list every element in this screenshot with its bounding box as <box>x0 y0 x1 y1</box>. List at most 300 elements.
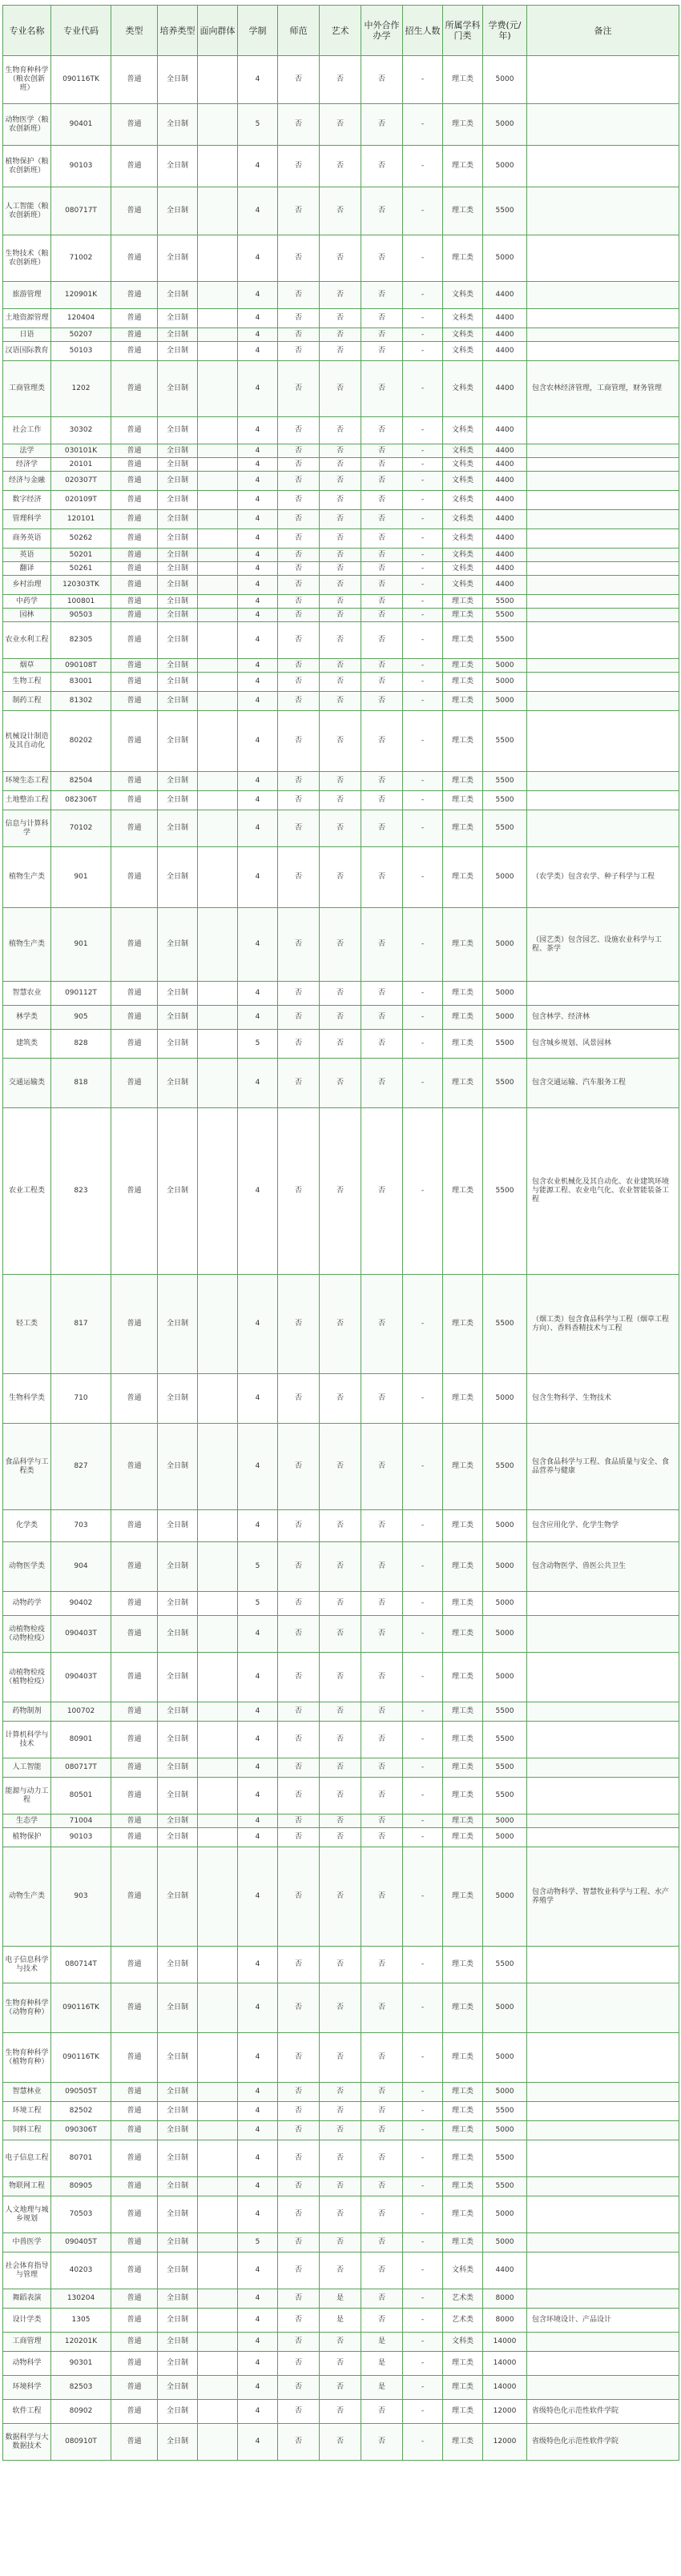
cell-art: 否 <box>320 1510 361 1542</box>
admission-table-container <box>2 5 679 2461</box>
cell-major-name: 电子信息工程 <box>3 2140 51 2177</box>
cell-training-type: 全日制 <box>158 1592 198 1616</box>
cell-type: 普通 <box>111 1778 158 1814</box>
cell-remarks: 包含生物科学、生物技术 <box>527 1374 679 1424</box>
cell-art: 否 <box>320 1275 361 1374</box>
cell-discipline: 理工类 <box>443 2083 483 2102</box>
cell-enrollment: - <box>403 472 443 491</box>
cell-target-group <box>198 444 238 458</box>
cell-art: 否 <box>320 1616 361 1653</box>
cell-major-name: 食品科学与工程类 <box>3 1424 51 1510</box>
cell-art: 否 <box>320 510 361 529</box>
cell-normal: 否 <box>278 2309 320 2333</box>
cell-major-code: 100702 <box>51 1702 111 1722</box>
cell-remarks <box>527 2376 679 2400</box>
cell-tuition: 14000 <box>483 2352 527 2376</box>
cell-remarks <box>527 1722 679 1758</box>
cell-training-type: 全日制 <box>158 1653 198 1702</box>
cell-remarks <box>527 187 679 235</box>
cell-art: 否 <box>320 2233 361 2252</box>
cell-duration: 4 <box>238 444 278 458</box>
cell-major-code: 81302 <box>51 692 111 711</box>
cell-enrollment: - <box>403 1059 443 1108</box>
cell-target-group <box>198 2140 238 2177</box>
cell-duration: 4 <box>238 562 278 576</box>
cell-major-code: 817 <box>51 1275 111 1374</box>
cell-type: 普通 <box>111 417 158 444</box>
cell-discipline: 文科类 <box>443 328 483 342</box>
cell-sino-foreign: 否 <box>361 908 403 982</box>
cell-enrollment: - <box>403 576 443 595</box>
cell-art: 否 <box>320 417 361 444</box>
cell-enrollment: - <box>403 342 443 361</box>
cell-enrollment: - <box>403 549 443 562</box>
cell-major-code: 080714T <box>51 1947 111 1983</box>
table-row <box>3 772 679 791</box>
cell-type: 普通 <box>111 2424 158 2461</box>
table-row <box>3 444 679 458</box>
cell-normal: 否 <box>278 1702 320 1722</box>
cell-tuition: 5000 <box>483 908 527 982</box>
cell-target-group <box>198 104 238 146</box>
cell-training-type: 全日制 <box>158 1702 198 1722</box>
table-row <box>3 1616 679 1653</box>
cell-major-code: 82502 <box>51 2102 111 2121</box>
cell-type: 普通 <box>111 187 158 235</box>
cell-discipline: 理工类 <box>443 1722 483 1758</box>
cell-type: 普通 <box>111 1059 158 1108</box>
cell-training-type: 全日制 <box>158 1374 198 1424</box>
cell-tuition: 4400 <box>483 342 527 361</box>
cell-duration: 5 <box>238 104 278 146</box>
cell-major-name: 法学 <box>3 444 51 458</box>
cell-art: 否 <box>320 622 361 659</box>
cell-target-group <box>198 711 238 772</box>
header-art: 艺术 <box>320 6 361 56</box>
cell-major-name: 轻工类 <box>3 1275 51 1374</box>
table-row <box>3 1828 679 1847</box>
cell-target-group <box>198 510 238 529</box>
cell-normal: 否 <box>278 417 320 444</box>
cell-major-code: 901 <box>51 847 111 908</box>
cell-major-code: 080717T <box>51 187 111 235</box>
cell-normal: 否 <box>278 1814 320 1828</box>
cell-major-code: 090405T <box>51 2233 111 2252</box>
cell-enrollment: - <box>403 562 443 576</box>
cell-tuition: 4400 <box>483 491 527 510</box>
cell-sino-foreign: 否 <box>361 1828 403 1847</box>
cell-major-name: 数据科学与大数据技术 <box>3 2424 51 2461</box>
table-row <box>3 847 679 908</box>
cell-discipline: 艺术类 <box>443 2289 483 2309</box>
cell-enrollment: - <box>403 1847 443 1947</box>
cell-duration: 4 <box>238 309 278 328</box>
cell-discipline: 理工类 <box>443 1006 483 1030</box>
cell-art: 否 <box>320 908 361 982</box>
table-row <box>3 1424 679 1510</box>
cell-discipline: 理工类 <box>443 2102 483 2121</box>
table-row <box>3 1814 679 1828</box>
cell-art: 否 <box>320 711 361 772</box>
cell-training-type: 全日制 <box>158 361 198 417</box>
table-row <box>3 982 679 1006</box>
table-row <box>3 673 679 692</box>
cell-tuition: 5000 <box>483 1510 527 1542</box>
cell-enrollment: - <box>403 622 443 659</box>
cell-training-type: 全日制 <box>158 908 198 982</box>
cell-duration: 4 <box>238 2424 278 2461</box>
cell-remarks <box>527 2289 679 2309</box>
cell-discipline: 理工类 <box>443 2352 483 2376</box>
cell-duration: 4 <box>238 810 278 847</box>
cell-tuition: 5500 <box>483 1108 527 1275</box>
cell-tuition: 5000 <box>483 1616 527 1653</box>
cell-discipline: 理工类 <box>443 595 483 609</box>
cell-major-code: 818 <box>51 1059 111 1108</box>
cell-major-code: 710 <box>51 1374 111 1424</box>
cell-sino-foreign: 否 <box>361 342 403 361</box>
cell-normal: 否 <box>278 472 320 491</box>
cell-type: 普通 <box>111 1108 158 1275</box>
cell-sino-foreign: 否 <box>361 2102 403 2121</box>
cell-major-code: 90503 <box>51 609 111 622</box>
cell-tuition: 5500 <box>483 2140 527 2177</box>
cell-tuition: 5000 <box>483 1542 527 1592</box>
cell-sino-foreign: 否 <box>361 2121 403 2140</box>
cell-duration: 4 <box>238 1758 278 1778</box>
table-row <box>3 1592 679 1616</box>
table-row <box>3 309 679 328</box>
cell-enrollment: - <box>403 2196 443 2233</box>
cell-type: 普通 <box>111 2333 158 2352</box>
table-row <box>3 1653 679 1702</box>
cell-discipline: 文科类 <box>443 576 483 595</box>
cell-type: 普通 <box>111 1424 158 1510</box>
header-target-group: 面向群体 <box>198 6 238 56</box>
cell-major-name: 环境科学 <box>3 2376 51 2400</box>
cell-remarks <box>527 2333 679 2352</box>
cell-type: 普通 <box>111 982 158 1006</box>
cell-major-code: 905 <box>51 1006 111 1030</box>
cell-art: 否 <box>320 2352 361 2376</box>
cell-training-type: 全日制 <box>158 342 198 361</box>
cell-art: 否 <box>320 2376 361 2400</box>
cell-remarks <box>527 1947 679 1983</box>
cell-tuition: 4400 <box>483 2252 527 2289</box>
cell-major-code: 823 <box>51 1108 111 1275</box>
cell-enrollment: - <box>403 1510 443 1542</box>
cell-major-name: 土地资源管理 <box>3 309 51 328</box>
cell-remarks <box>527 2352 679 2376</box>
table-row <box>3 659 679 673</box>
cell-target-group <box>198 1947 238 1983</box>
cell-enrollment: - <box>403 2233 443 2252</box>
cell-target-group <box>198 692 238 711</box>
cell-sino-foreign: 否 <box>361 491 403 510</box>
cell-type: 普通 <box>111 2252 158 2289</box>
cell-major-name: 饲料工程 <box>3 2121 51 2140</box>
table-row <box>3 1983 679 2033</box>
cell-major-name: 植物保护（粮农创新班） <box>3 146 51 187</box>
cell-duration: 4 <box>238 1616 278 1653</box>
cell-remarks <box>527 510 679 529</box>
cell-normal: 否 <box>278 2424 320 2461</box>
cell-remarks <box>527 104 679 146</box>
cell-sino-foreign: 是 <box>361 2376 403 2400</box>
cell-major-name: 物联网工程 <box>3 2177 51 2196</box>
cell-duration: 5 <box>238 1542 278 1592</box>
cell-target-group <box>198 2376 238 2400</box>
table-row <box>3 609 679 622</box>
cell-tuition: 4400 <box>483 458 527 472</box>
cell-target-group <box>198 549 238 562</box>
cell-discipline: 文科类 <box>443 529 483 549</box>
cell-art: 否 <box>320 692 361 711</box>
cell-target-group <box>198 1616 238 1653</box>
table-row <box>3 529 679 549</box>
cell-sino-foreign: 是 <box>361 2333 403 2352</box>
cell-normal: 否 <box>278 711 320 772</box>
cell-discipline: 理工类 <box>443 1510 483 1542</box>
cell-sino-foreign: 否 <box>361 692 403 711</box>
cell-type: 普通 <box>111 342 158 361</box>
cell-target-group <box>198 1510 238 1542</box>
header-normal: 师范 <box>278 6 320 56</box>
cell-remarks <box>527 2177 679 2196</box>
cell-major-name: 日语 <box>3 328 51 342</box>
cell-remarks <box>527 692 679 711</box>
cell-sino-foreign: 否 <box>361 2083 403 2102</box>
cell-target-group <box>198 491 238 510</box>
cell-training-type: 全日制 <box>158 659 198 673</box>
cell-sino-foreign: 否 <box>361 328 403 342</box>
cell-remarks: 包含城乡规划、风景园林 <box>527 1030 679 1059</box>
cell-normal: 否 <box>278 1947 320 1983</box>
cell-duration: 4 <box>238 328 278 342</box>
cell-training-type: 全日制 <box>158 2376 198 2400</box>
cell-major-name: 建筑类 <box>3 1030 51 1059</box>
table-row <box>3 1778 679 1814</box>
cell-art: 否 <box>320 458 361 472</box>
cell-target-group <box>198 562 238 576</box>
cell-target-group <box>198 772 238 791</box>
cell-type: 普通 <box>111 609 158 622</box>
cell-tuition: 5000 <box>483 1828 527 1847</box>
cell-training-type: 全日制 <box>158 328 198 342</box>
cell-target-group <box>198 1374 238 1424</box>
cell-normal: 否 <box>278 1592 320 1616</box>
table-row <box>3 1059 679 1108</box>
cell-art: 否 <box>320 342 361 361</box>
header-type: 类型 <box>111 6 158 56</box>
table-row <box>3 104 679 146</box>
cell-remarks <box>527 529 679 549</box>
cell-training-type: 全日制 <box>158 847 198 908</box>
cell-tuition: 5500 <box>483 791 527 810</box>
cell-enrollment: - <box>403 282 443 309</box>
cell-discipline: 理工类 <box>443 2177 483 2196</box>
cell-duration: 4 <box>238 1510 278 1542</box>
cell-duration: 4 <box>238 2083 278 2102</box>
cell-major-name: 设计学类 <box>3 2309 51 2333</box>
cell-training-type: 全日制 <box>158 282 198 309</box>
cell-major-code: 71004 <box>51 1814 111 1828</box>
cell-tuition: 5500 <box>483 622 527 659</box>
cell-sino-foreign: 否 <box>361 609 403 622</box>
cell-duration: 4 <box>238 1983 278 2033</box>
cell-enrollment: - <box>403 2376 443 2400</box>
cell-duration: 5 <box>238 1030 278 1059</box>
cell-discipline: 理工类 <box>443 1542 483 1592</box>
cell-art: 否 <box>320 1653 361 1702</box>
cell-discipline: 理工类 <box>443 692 483 711</box>
cell-duration: 4 <box>238 361 278 417</box>
cell-sino-foreign: 否 <box>361 1947 403 1983</box>
cell-remarks: 包含食品科学与工程、食品质量与安全、食品营养与健康 <box>527 1424 679 1510</box>
cell-major-name: 生物育种科学（动物育种） <box>3 1983 51 2033</box>
cell-training-type: 全日制 <box>158 692 198 711</box>
cell-training-type: 全日制 <box>158 146 198 187</box>
cell-target-group <box>198 1006 238 1030</box>
cell-enrollment: - <box>403 772 443 791</box>
table-row <box>3 711 679 772</box>
cell-discipline: 理工类 <box>443 187 483 235</box>
cell-major-name: 商务英语 <box>3 529 51 549</box>
cell-target-group <box>198 576 238 595</box>
cell-remarks <box>527 2252 679 2289</box>
cell-discipline: 理工类 <box>443 1778 483 1814</box>
cell-type: 普通 <box>111 472 158 491</box>
cell-art: 否 <box>320 309 361 328</box>
header-training-type: 培养类型 <box>158 6 198 56</box>
cell-normal: 否 <box>278 576 320 595</box>
cell-major-code: 80901 <box>51 1722 111 1758</box>
cell-remarks: 包含应用化学、化学生物学 <box>527 1510 679 1542</box>
table-row <box>3 458 679 472</box>
cell-discipline: 理工类 <box>443 1108 483 1275</box>
cell-enrollment: - <box>403 1006 443 1030</box>
cell-duration: 4 <box>238 772 278 791</box>
cell-enrollment: - <box>403 1702 443 1722</box>
cell-major-code: 50207 <box>51 328 111 342</box>
cell-sino-foreign: 否 <box>361 235 403 282</box>
cell-major-name: 电子信息科学与技术 <box>3 1947 51 1983</box>
cell-enrollment: - <box>403 2252 443 2289</box>
cell-major-name: 环境生态工程 <box>3 772 51 791</box>
cell-duration: 4 <box>238 56 278 104</box>
cell-duration: 4 <box>238 1722 278 1758</box>
cell-training-type: 全日制 <box>158 772 198 791</box>
cell-tuition: 5000 <box>483 1847 527 1947</box>
header-sino-foreign: 中外合作办学 <box>361 6 403 56</box>
cell-art: 否 <box>320 1030 361 1059</box>
table-row <box>3 562 679 576</box>
cell-discipline: 理工类 <box>443 2140 483 2177</box>
cell-type: 普通 <box>111 2196 158 2233</box>
cell-major-code: 20101 <box>51 458 111 472</box>
cell-duration: 4 <box>238 622 278 659</box>
cell-remarks <box>527 595 679 609</box>
cell-tuition: 5000 <box>483 982 527 1006</box>
cell-sino-foreign: 否 <box>361 1702 403 1722</box>
cell-major-name: 汉语国际教育 <box>3 342 51 361</box>
cell-tuition: 5000 <box>483 1983 527 2033</box>
cell-art: 否 <box>320 562 361 576</box>
cell-training-type: 全日制 <box>158 444 198 458</box>
cell-target-group <box>198 2121 238 2140</box>
cell-target-group <box>198 472 238 491</box>
cell-art: 否 <box>320 1006 361 1030</box>
cell-discipline: 理工类 <box>443 1702 483 1722</box>
cell-sino-foreign: 否 <box>361 1108 403 1275</box>
cell-remarks: （烟工类）包含食品科学与工程（烟草工程方向）、香料香精技术与工程 <box>527 1275 679 1374</box>
cell-sino-foreign: 否 <box>361 1847 403 1947</box>
cell-normal: 否 <box>278 146 320 187</box>
cell-enrollment: - <box>403 2033 443 2083</box>
cell-major-name: 翻译 <box>3 562 51 576</box>
cell-major-name: 经济与金融 <box>3 472 51 491</box>
cell-art: 否 <box>320 673 361 692</box>
cell-discipline: 理工类 <box>443 2121 483 2140</box>
cell-tuition: 8000 <box>483 2309 527 2333</box>
cell-major-name: 动植物检疫（动物检疫） <box>3 1616 51 1653</box>
cell-sino-foreign: 否 <box>361 1653 403 1702</box>
cell-duration: 4 <box>238 2376 278 2400</box>
cell-major-code: 30302 <box>51 417 111 444</box>
table-row <box>3 2177 679 2196</box>
cell-duration: 4 <box>238 1847 278 1947</box>
cell-discipline: 理工类 <box>443 2233 483 2252</box>
cell-major-code: 120303TK <box>51 576 111 595</box>
cell-art: 否 <box>320 1059 361 1108</box>
cell-training-type: 全日制 <box>158 2424 198 2461</box>
cell-art: 否 <box>320 2102 361 2121</box>
cell-sino-foreign: 否 <box>361 2196 403 2233</box>
cell-normal: 否 <box>278 1722 320 1758</box>
cell-discipline: 理工类 <box>443 235 483 282</box>
cell-sino-foreign: 否 <box>361 1059 403 1108</box>
cell-type: 普通 <box>111 529 158 549</box>
cell-discipline: 文科类 <box>443 342 483 361</box>
cell-normal: 否 <box>278 282 320 309</box>
cell-major-code: 50103 <box>51 342 111 361</box>
cell-discipline: 文科类 <box>443 444 483 458</box>
cell-remarks <box>527 328 679 342</box>
cell-type: 普通 <box>111 2102 158 2121</box>
cell-remarks <box>527 673 679 692</box>
table-row <box>3 622 679 659</box>
cell-training-type: 全日制 <box>158 562 198 576</box>
cell-major-name: 舞蹈表演 <box>3 2289 51 2309</box>
cell-art: 否 <box>320 549 361 562</box>
cell-normal: 否 <box>278 1758 320 1778</box>
cell-target-group <box>198 2400 238 2424</box>
cell-sino-foreign: 否 <box>361 1275 403 1374</box>
cell-art: 否 <box>320 659 361 673</box>
cell-training-type: 全日制 <box>158 673 198 692</box>
cell-art: 否 <box>320 1592 361 1616</box>
cell-art: 否 <box>320 2424 361 2461</box>
cell-enrollment: - <box>403 444 443 458</box>
cell-training-type: 全日制 <box>158 2233 198 2252</box>
cell-type: 普通 <box>111 576 158 595</box>
cell-normal: 否 <box>278 2102 320 2121</box>
cell-duration: 4 <box>238 472 278 491</box>
header-remarks: 备注 <box>527 6 679 56</box>
cell-major-name: 人文地理与城乡规划 <box>3 2196 51 2233</box>
cell-training-type: 全日制 <box>158 1983 198 2033</box>
cell-sino-foreign: 否 <box>361 458 403 472</box>
